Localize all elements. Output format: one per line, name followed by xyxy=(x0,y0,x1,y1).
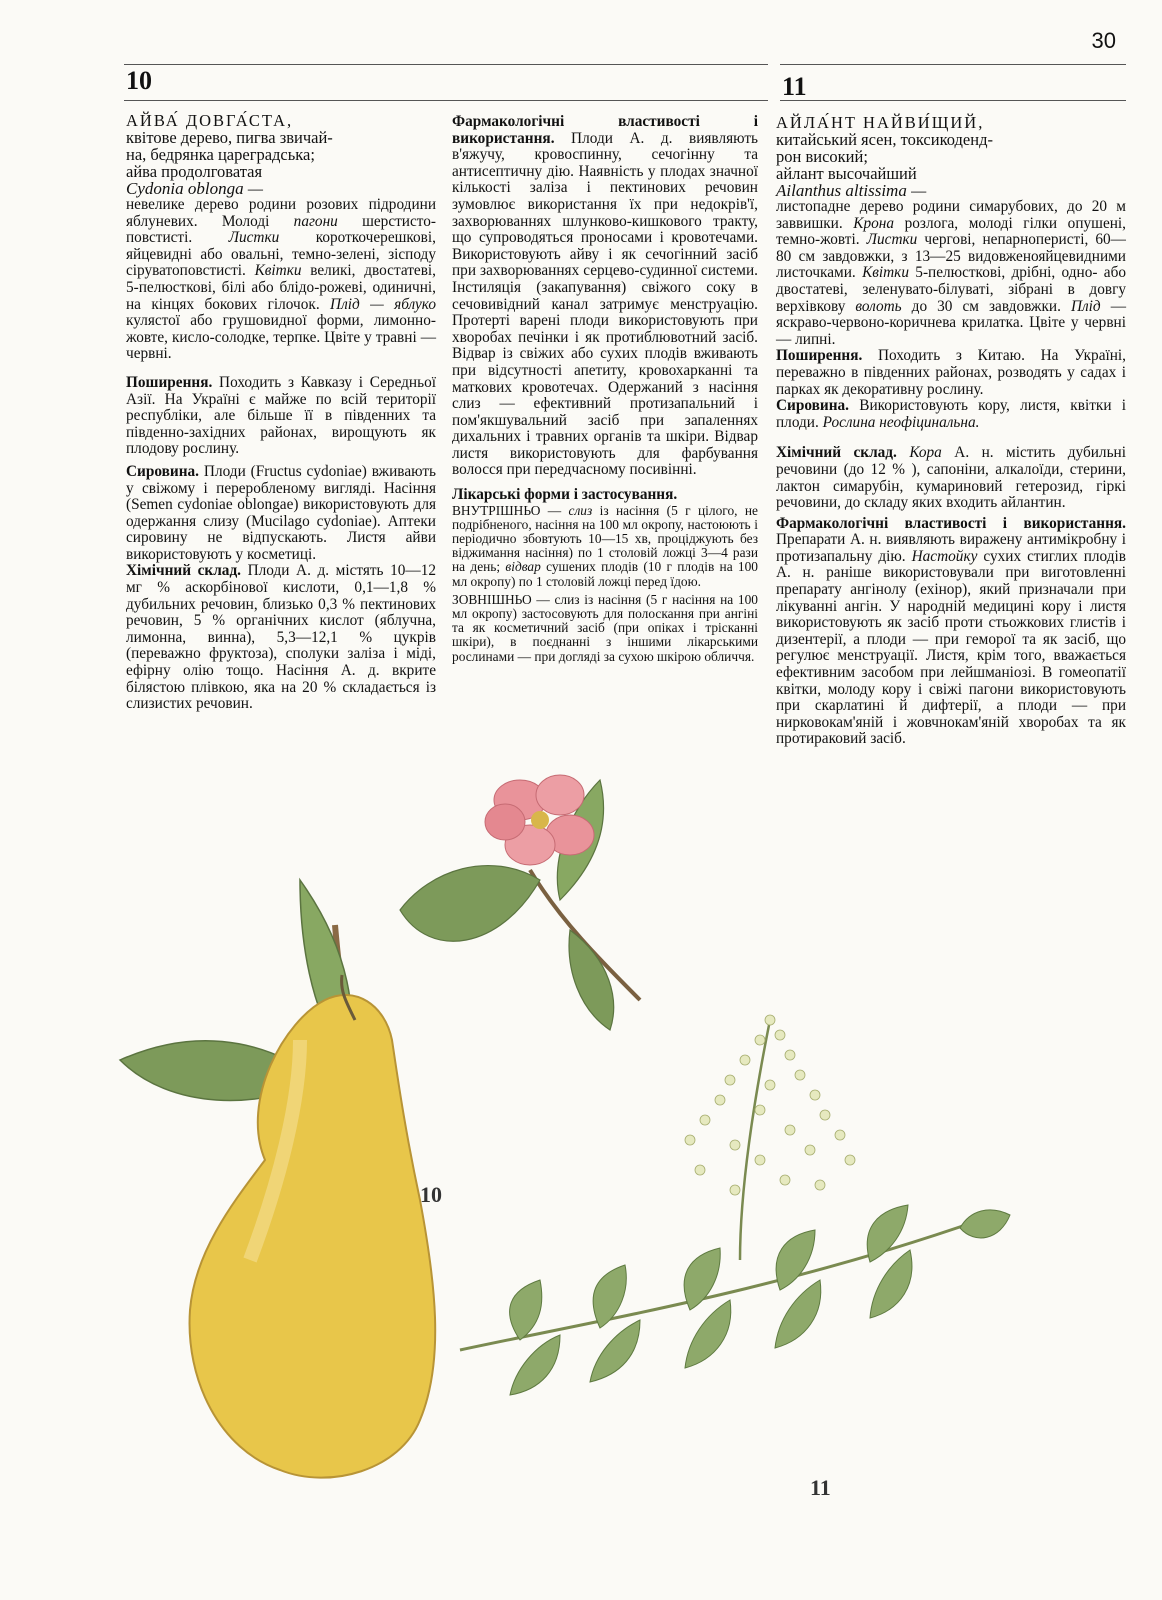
section-text: Походить з Китаю. На Україні, переважно в південних районах, розводять у садах і парках як декоративну рослину. xyxy=(776,347,1126,398)
entry-10-synonym-2: на, бедрянка цареградська; xyxy=(126,145,315,164)
blossom-leaf-bottom xyxy=(569,930,614,1030)
section-label: Поширення. xyxy=(776,347,863,365)
usage-label: ВНУТРІШНЬО — xyxy=(452,502,562,518)
entry-10-number: 10 xyxy=(126,66,152,95)
section-text: сухих стиглих плодів А. н. раніше використовували при виготовленні препарату ангінолу (ехінор), який призначали при лікуванні ангін. У народній медицині кору і листя використовують як засіб проти стьожкових глистів і дизентерії, а плоди — при геморої та як засіб, що регулює менструації. Листя, крім того, вважається ефективним засобом при лейшманіозі. В гомеопатії квітки, молоду кору і свіжі пагони використовують при скарлатині й дифтерії, а плоди — при нирковокам'яній і жовчнокам'яній хворобах та як протираковий засіб. xyxy=(776,547,1126,748)
figure-label-10: 10 xyxy=(420,1182,442,1207)
page-number: 30 xyxy=(1091,28,1116,53)
section-italic: Рослина неофіцинальна. xyxy=(822,413,980,431)
desc-text: короткочерешкові, яйцевидні або овальні, темно-зелені, зісподу сіруватоповстисті. xyxy=(126,229,436,280)
entry-11-latin-name: Ailanthus altissima — xyxy=(776,181,927,200)
desc-italic: пагони xyxy=(293,212,338,230)
section-text: Походить з Кавказу і Середньої Азії. На Україні є майже по всій території республіки, але більше її в південних та південно-західних районах, вирощують як плодову рослину. xyxy=(126,373,436,458)
entry-11-number: 11 xyxy=(782,72,807,101)
desc-text: шерстисто-повстисті. xyxy=(126,212,436,247)
entry-10-latin-name: Cydonia oblonga — xyxy=(126,179,263,198)
section-text: Плоди А. д. виявляють в'яжучу, кровоспинну, сечогінну та антисептичну дію. Наявність у плодах значної кількості заліза і пектинових речовин зумовлює використання їх при недокрів'ї, захворюваннях шлунково-кишкового тракту, що супроводяться проносами і кровотечами. Використовують айву і як сечогінний засіб при захворюваннях серцево-судинної системи. Інстиляція (закапування) свіжого соку в сечовивідний канал затримує менструацію. Протерті варені плоди використовують при хворобах печінки і як протиблювотний засіб. Відвар із свіжих або сухих плодів вживають при відсутності апетиту, кровохарканні та маткових кровотечах. Одержаний з насіння слиз — ефективний протизапальний і пом'якшувальний засіб при запаленнях дихальних і травних органів та шкіри. Відвар листя використовують для фарбування волосся при передчасному посивінні. xyxy=(452,129,758,479)
section-italic: Кора xyxy=(896,444,942,462)
usage-italic: відвар xyxy=(505,559,541,575)
usage-italic: слиз xyxy=(561,502,593,518)
section-label: Сировина. xyxy=(126,462,199,480)
usage-text: слиз із насіння (5 г насіння на 100 мл окропу) застосовують для полоскання при ангіні та як косметичний засіб (при опіках і трісканні шкіри), в поєднанні з іншими лікарськими рослинами — при догляді за сухою шкірою обличчя. xyxy=(452,591,758,664)
desc-text: розлога, молоді гілки опушені, темно-жовті. xyxy=(776,214,1126,249)
figure-label-11: 11 xyxy=(810,1475,831,1500)
desc-text: 5-пелюсткові, дрібні, одно- або двостатеві, зеленувато-білуваті, зібрані в довгу верхівкову xyxy=(776,264,1127,315)
desc-italic: Плід — яблуко xyxy=(330,295,436,313)
quince-blossom xyxy=(485,775,594,865)
section-label: Фармакологічні властивості і використання. xyxy=(776,514,1126,532)
entry-11-synonym-1: китайський ясен, токсикоденд- xyxy=(776,130,993,149)
desc-italic: Квітки xyxy=(254,262,302,280)
section-label: Сировина. xyxy=(776,397,849,415)
blossom-leaf-left xyxy=(400,866,540,942)
ailanthus-leaflets xyxy=(510,1205,1010,1395)
desc-text: — яскраво-червоно-коричнева крилатка. Цвіте у червні — липні. xyxy=(776,297,1126,348)
section-label: Поширення. xyxy=(126,373,213,391)
entry-11-title: АЙЛА́НТ НАЙВИ́ЩИЙ, xyxy=(776,113,985,132)
section-label: Фармакологічні властивості і використання. xyxy=(452,113,758,147)
desc-text: великі, двостатеві, 5-пелюсткові, білі або блідо-рожеві, одиничні, на кінцях бокових гілочок. xyxy=(126,262,437,313)
desc-italic: Крона xyxy=(853,214,894,232)
section-text: А. н. містить дубильні речовини (до 12 % ), сапоніни, алкалоїди, стерини, лактон симарубін, кумариновий гетерозид, гіркі речовини, до складу яких входить айлантин. xyxy=(776,444,1126,512)
entry-10-russian-name: айва продолговатая xyxy=(126,162,263,181)
desc-text: невелике дерево родини розових підродини яблуневих. Молоді xyxy=(126,196,436,230)
section-italic: Настойку xyxy=(911,547,978,565)
entry-11-synonym-2: рон високий; xyxy=(776,147,868,166)
desc-italic: волоть xyxy=(855,297,902,315)
section-label: Лікарські форми і застосування. xyxy=(452,486,678,504)
usage-label: ЗОВНІШНЬО — xyxy=(452,591,550,607)
desc-italic: Плід xyxy=(1070,297,1101,315)
entry-11-russian-name: айлант высочайший xyxy=(776,164,917,183)
section-text: Плоди А. д. містять 10—12 мг % аскорбінової кислоти, 0,1—1,8 % дубильних речовин, близько 0,3 % пектинових речовин, 5 % органічних кислот (яблучна, лимонна, винна), 5,3—12,1 % цукрів (переважно фруктоза), сполуки заліза і міді, ефірну олію тощо. Насіння А. д. вкрите білястою плівкою, яка на 20 % складається із слизистих речовин. xyxy=(126,562,436,713)
entry-10-synonym-1: квітове дерево, пигва звичай- xyxy=(126,128,333,147)
entry-10-title: АЙВА́ ДОВГА́СТА, xyxy=(126,111,294,130)
section-text: Плоди (Fructus cydoniae) вживають у свіжому і переробленому вигляді. Насіння (Semen cydoniae oblongae) використовують для одержання слизу (Mucilago cydoniae). Аптеки сировину не відпускають. Листя айви використовують у косметиці. xyxy=(126,462,436,563)
desc-italic: Листки xyxy=(866,231,918,249)
section-text: Препарати А. н. виявляють виражену антимікробну і протизапальну дію. xyxy=(776,531,1126,565)
section-label: Хімічний склад. xyxy=(126,562,242,580)
usage-text: із насіння (5 г цілого, не подрібненого, насіння на 100 мл окропу, настоюють і періодично збовтують 10—15 хв, проціджують без віджимання насіння) по 1 столовій ложці 3—4 рази на день; xyxy=(452,502,758,575)
desc-italic: Листки xyxy=(228,229,280,247)
desc-text: листопадне дерево родини симарубових, до 20 м заввишки. xyxy=(776,198,1126,232)
usage-text: сушених плодів (10 г плодів на 100 мл окропу) по 1 столовій ложці перед їдою. xyxy=(452,559,758,589)
desc-italic: Квітки xyxy=(862,264,909,282)
section-label: Хімічний склад. xyxy=(776,444,897,462)
desc-text: до 30 см завдовжки. xyxy=(901,297,1071,315)
desc-text: чергові, непарноперисті, 60—80 см завдовжки, з 13—25 видовженояйцевидними листочками. xyxy=(776,231,1126,282)
desc-text: кулястої або грушовидної форми, лимонно-жовте, кисло-солодке, терпке. Цвіте у травні — червні. xyxy=(126,312,436,363)
section-text: Використовують кору, листя, квітки і плоди. xyxy=(776,397,1126,431)
ailanthus-flowers xyxy=(685,1015,855,1195)
